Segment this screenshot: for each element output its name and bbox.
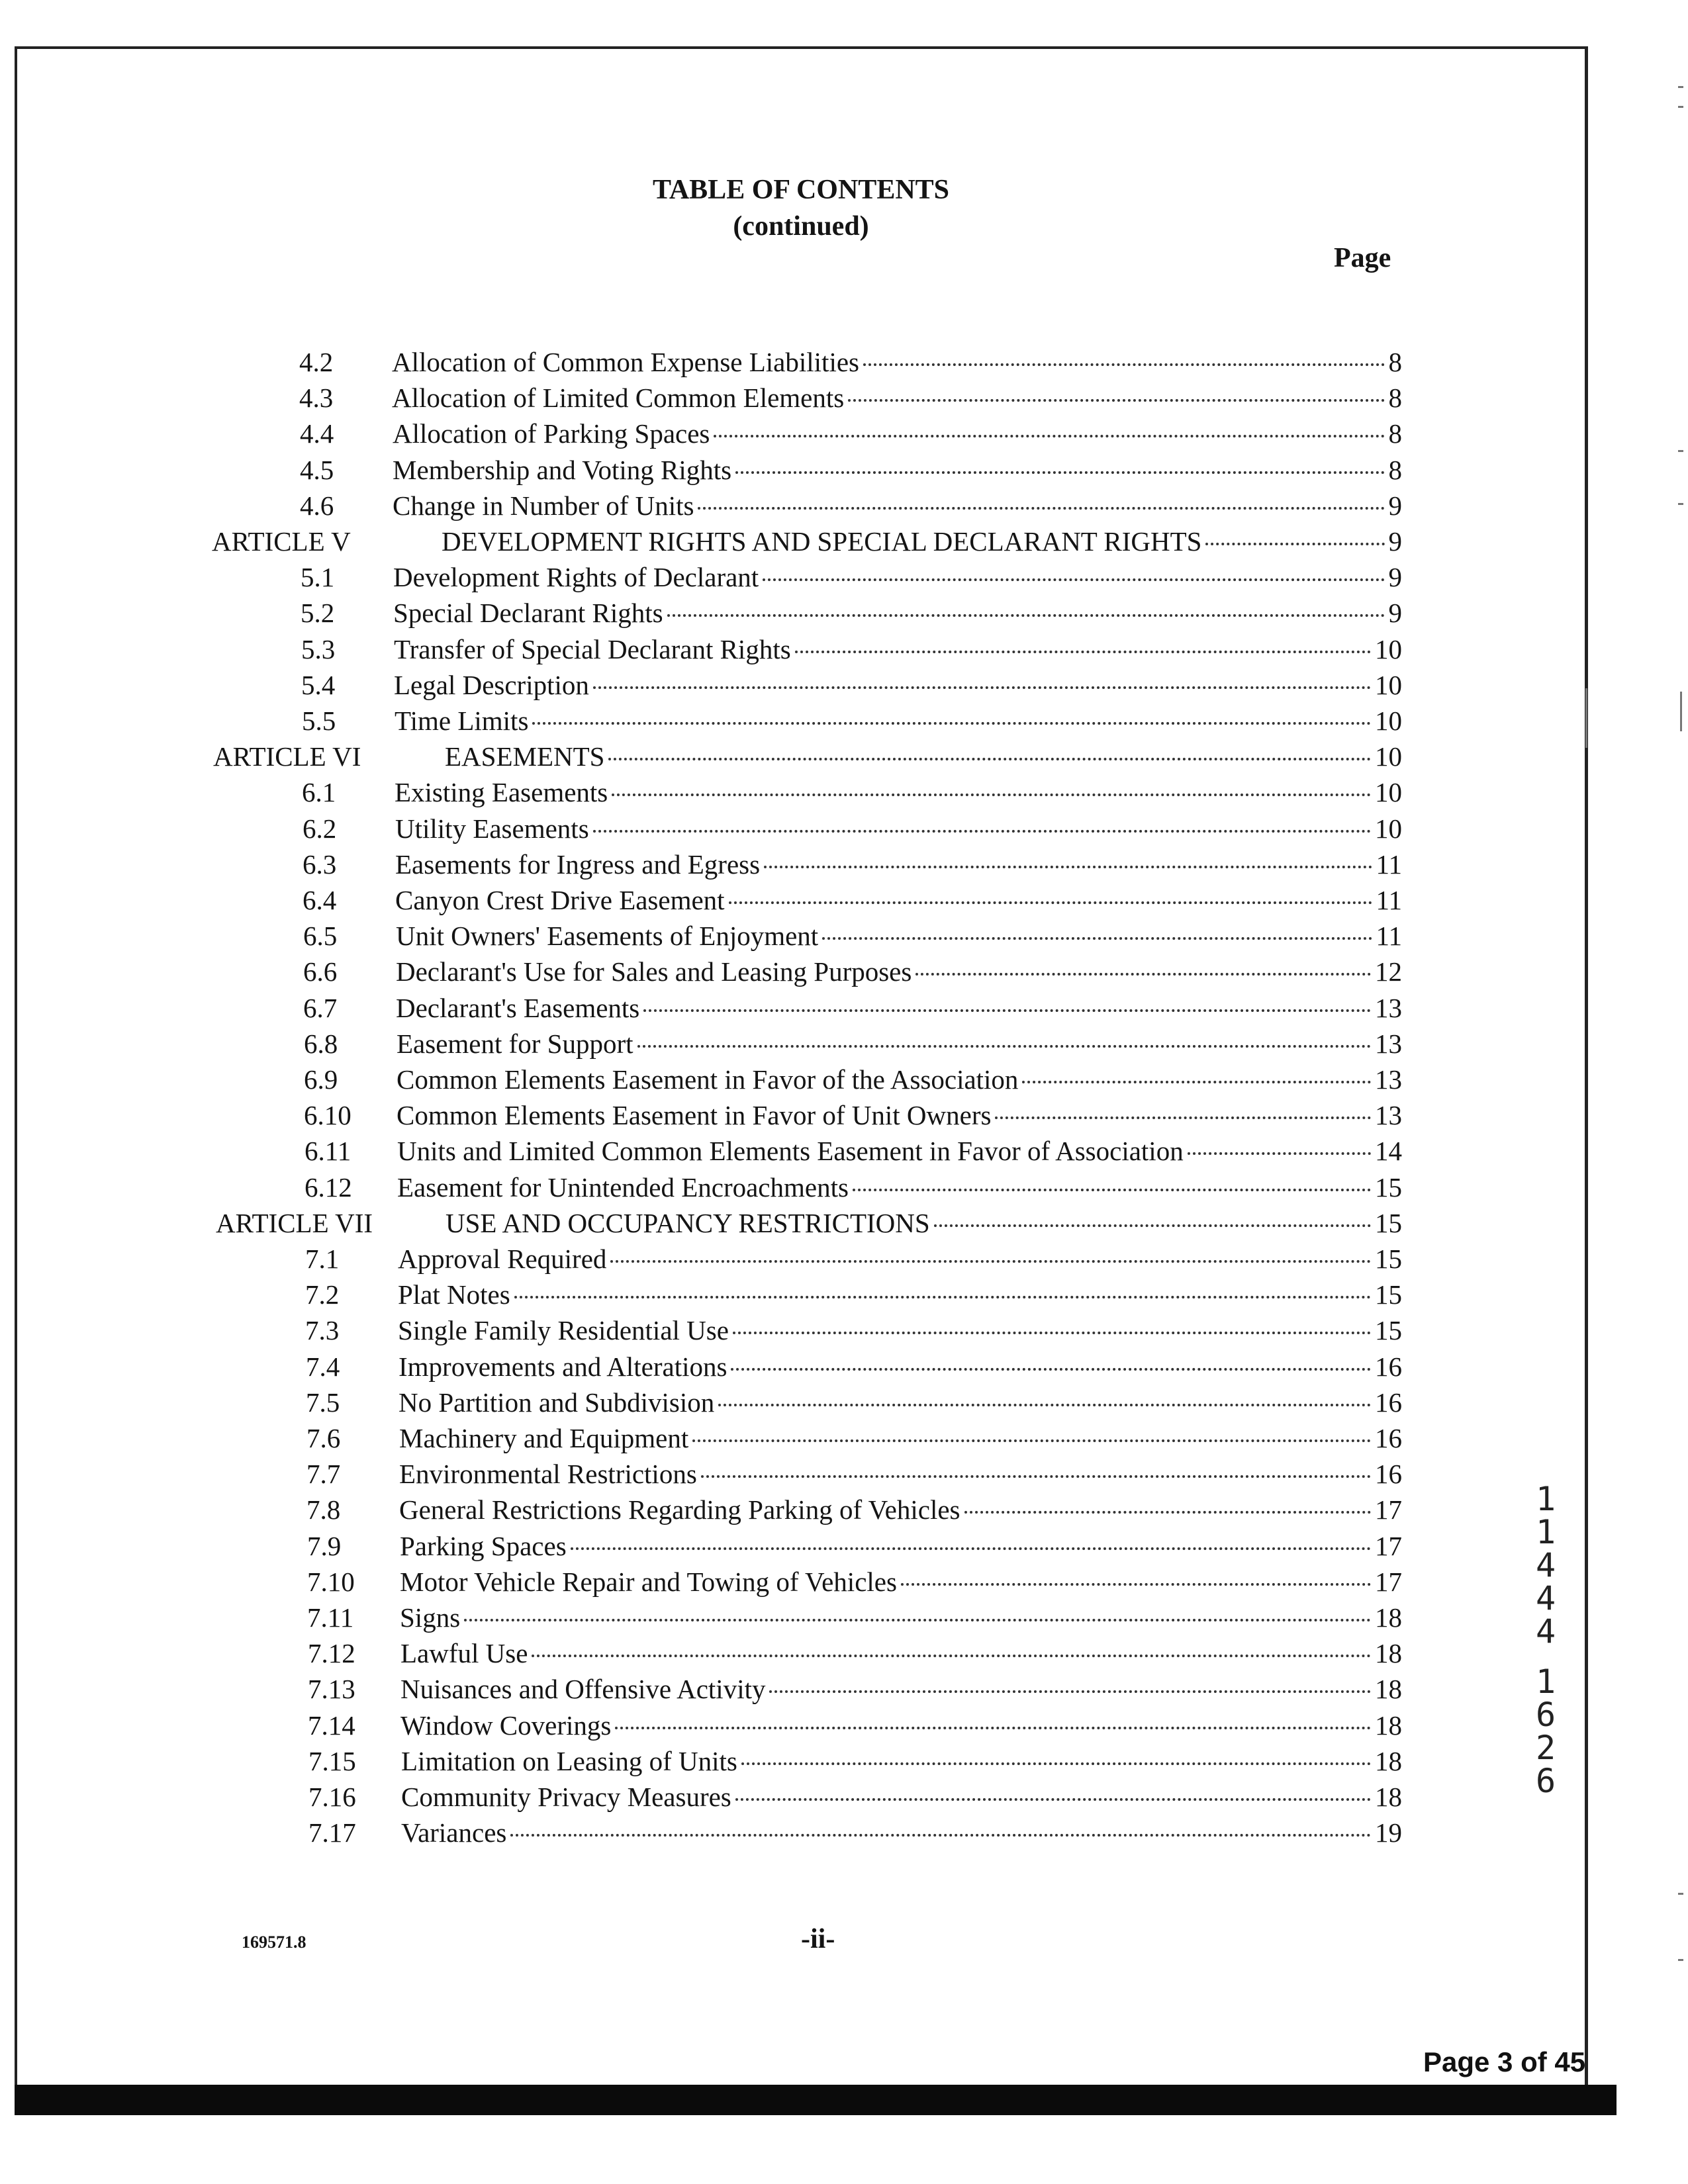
stamp-char: 4 xyxy=(1535,1612,1556,1651)
section-number: 7.4 xyxy=(306,1351,340,1382)
entry-title: Machinery and Equipment xyxy=(399,1423,689,1453)
entry-title: Declarant's Easements xyxy=(396,993,640,1023)
toc-entry xyxy=(400,1600,1402,1635)
entry-title: Canyon Crest Drive Easement xyxy=(395,885,725,915)
toc-section-row xyxy=(0,1062,1602,1097)
dot-leader xyxy=(735,471,1384,474)
toc-entry xyxy=(398,1241,1402,1277)
toc-section-row xyxy=(0,559,1602,595)
page-number: 15 xyxy=(1375,1172,1402,1203)
entry-title: Easement for Unintended Encroachments xyxy=(397,1172,849,1203)
toc-section-row xyxy=(0,488,1602,523)
margin-tick xyxy=(1678,106,1683,108)
toc-article-row xyxy=(0,523,1602,559)
dot-leader xyxy=(733,1332,1371,1334)
page-number: 15 xyxy=(1375,1244,1402,1274)
section-number: 7.5 xyxy=(306,1387,340,1418)
dot-leader xyxy=(1188,1152,1371,1155)
toc-title: TABLE OF CONTENTS xyxy=(652,175,950,205)
page-number: 18 xyxy=(1375,1782,1402,1812)
toc-section-row xyxy=(0,811,1602,846)
page-number: 17 xyxy=(1375,1567,1402,1597)
dot-leader xyxy=(822,937,1372,940)
section-number: 5.4 xyxy=(301,670,336,700)
dot-leader xyxy=(731,1368,1371,1371)
margin-tick xyxy=(1678,1959,1683,1961)
page-number-roman: -ii- xyxy=(801,1924,835,1954)
toc-entry xyxy=(396,990,1402,1026)
entry-title: Signs xyxy=(400,1602,461,1633)
page-number: 15 xyxy=(1375,1208,1402,1238)
stamp-char: 2 xyxy=(1535,1729,1556,1767)
toc-entry xyxy=(401,1743,1402,1779)
page-number: 18 xyxy=(1375,1674,1402,1704)
section-number: 7.6 xyxy=(306,1423,341,1453)
bottom-scan-bar xyxy=(15,2085,1617,2115)
page-number: 9 xyxy=(1388,526,1402,557)
entry-title: Lawful Use xyxy=(400,1638,528,1668)
toc-section-row xyxy=(0,990,1602,1026)
toc-section-row xyxy=(0,1133,1602,1169)
toc-entry xyxy=(398,1277,1402,1312)
toc-section-row xyxy=(0,1169,1602,1205)
toc-entry xyxy=(392,344,1402,380)
page-number: 15 xyxy=(1375,1279,1402,1310)
margin-tick xyxy=(1678,86,1683,88)
toc-section-row xyxy=(0,1026,1602,1062)
entry-title: Environmental Restrictions xyxy=(399,1459,697,1489)
page-number: 17 xyxy=(1375,1531,1402,1561)
page-counter: Page 3 of 45 xyxy=(1423,2046,1586,2077)
dot-leader xyxy=(698,507,1384,510)
toc-section-row xyxy=(0,703,1602,739)
entry-title: Approval Required xyxy=(398,1244,607,1274)
dot-leader xyxy=(764,866,1372,868)
page-number: 16 xyxy=(1375,1351,1402,1382)
toc-entry xyxy=(442,523,1402,559)
stamp-char: 1 xyxy=(1535,1480,1556,1518)
margin-tick xyxy=(1680,692,1682,731)
page-number: 16 xyxy=(1375,1423,1402,1453)
dot-leader xyxy=(848,399,1384,402)
toc-entry xyxy=(397,1026,1402,1062)
entry-title: Time Limits xyxy=(395,705,529,736)
toc-section-row xyxy=(0,1671,1602,1707)
entry-title: No Partition and Subdivision xyxy=(399,1387,715,1418)
entry-title: Transfer of Special Declarant Rights xyxy=(394,634,791,664)
section-number: 7.10 xyxy=(307,1567,355,1597)
dot-leader xyxy=(1205,543,1384,545)
page-number: 13 xyxy=(1375,993,1402,1023)
toc-section-row xyxy=(0,882,1602,918)
entry-title: Common Elements Easement in Favor of Unit Owners xyxy=(397,1100,992,1130)
dot-leader xyxy=(934,1224,1371,1227)
dot-leader xyxy=(714,435,1384,437)
margin-tick xyxy=(1678,450,1683,452)
toc-section-row xyxy=(0,1312,1602,1348)
dot-leader xyxy=(915,973,1371,976)
entry-title: Legal Description xyxy=(394,670,589,700)
toc-entry xyxy=(398,1312,1402,1348)
section-number: 4.5 xyxy=(300,455,334,485)
article-number: ARTICLE VII xyxy=(216,1208,373,1238)
page-number: 17 xyxy=(1375,1494,1402,1525)
section-number: 6.6 xyxy=(303,956,338,987)
toc-entry xyxy=(400,1707,1402,1743)
entry-title: Variances xyxy=(401,1817,507,1848)
toc-entry xyxy=(396,918,1402,954)
entry-title: Units and Limited Common Elements Easement in Favor of Association xyxy=(397,1136,1184,1166)
section-number: 6.3 xyxy=(303,849,337,880)
toc-section-row xyxy=(0,631,1602,667)
page-number: 10 xyxy=(1375,670,1402,700)
page-number: 13 xyxy=(1375,1100,1402,1130)
dot-leader xyxy=(863,363,1385,366)
toc-entry xyxy=(401,1815,1402,1850)
page-number: 8 xyxy=(1388,383,1402,413)
toc-section-row xyxy=(0,416,1602,451)
toc-section-row xyxy=(0,1528,1602,1564)
toc-entry xyxy=(395,774,1402,810)
page-number: 10 xyxy=(1375,777,1402,807)
entry-title: Membership and Voting Rights xyxy=(393,455,732,485)
toc-entry xyxy=(393,488,1402,523)
toc-entry xyxy=(393,416,1402,451)
toc-entry xyxy=(399,1420,1402,1456)
stamp-char: 1 xyxy=(1535,1513,1556,1551)
dot-leader xyxy=(532,722,1371,725)
entry-title: Change in Number of Units xyxy=(393,490,694,521)
section-number: 6.11 xyxy=(305,1136,352,1166)
page-number: 13 xyxy=(1375,1028,1402,1059)
stamp-char: 4 xyxy=(1535,1579,1556,1617)
entry-title: Plat Notes xyxy=(398,1279,510,1310)
entry-title: Nuisances and Offensive Activity xyxy=(400,1674,766,1704)
dot-leader xyxy=(510,1834,1371,1837)
toc-entry xyxy=(397,1133,1402,1169)
page-number: 9 xyxy=(1388,490,1402,521)
toc-entry xyxy=(393,559,1402,595)
page-number: 8 xyxy=(1388,347,1402,377)
section-number: 7.13 xyxy=(308,1674,355,1704)
page-column-heading: Page xyxy=(1334,243,1391,273)
page-number: 11 xyxy=(1376,921,1402,951)
entry-title: Single Family Residential Use xyxy=(398,1315,729,1345)
toc-entry xyxy=(395,811,1402,846)
page-number: 18 xyxy=(1375,1710,1402,1741)
toc-article-row xyxy=(0,1205,1602,1241)
dot-leader xyxy=(1022,1081,1371,1083)
margin-tick xyxy=(1678,503,1683,505)
dot-leader xyxy=(729,901,1372,904)
page-number: 16 xyxy=(1375,1387,1402,1418)
section-number: 7.7 xyxy=(306,1459,341,1489)
section-number: 5.2 xyxy=(301,598,335,628)
entry-title: Unit Owners' Easements of Enjoyment xyxy=(396,921,819,951)
page-number: 10 xyxy=(1375,741,1402,772)
page-number: 12 xyxy=(1375,956,1402,987)
entry-title: Window Coverings xyxy=(400,1710,612,1741)
section-number: 6.2 xyxy=(303,813,337,844)
toc-section-row xyxy=(0,667,1602,703)
section-number: 7.8 xyxy=(306,1494,341,1525)
toc-entry xyxy=(399,1492,1402,1527)
dot-leader xyxy=(692,1439,1371,1442)
toc-entry xyxy=(397,1062,1402,1097)
entry-title: Allocation of Limited Common Elements xyxy=(392,383,845,413)
toc-entry xyxy=(399,1456,1402,1492)
dot-leader xyxy=(995,1116,1371,1119)
page-number: 10 xyxy=(1375,813,1402,844)
toc-entry xyxy=(393,595,1402,631)
dot-leader xyxy=(610,1260,1371,1263)
page-number: 11 xyxy=(1376,849,1402,880)
section-number: 7.11 xyxy=(307,1602,354,1633)
section-number: 6.5 xyxy=(303,921,338,951)
section-number: 4.3 xyxy=(299,383,334,413)
entry-title: Allocation of Common Expense Liabilities xyxy=(392,347,859,377)
toc-section-row xyxy=(0,1349,1602,1385)
toc-subtitle: (continued) xyxy=(733,211,869,242)
dot-leader xyxy=(593,830,1371,833)
section-number: 7.17 xyxy=(308,1817,356,1848)
section-number: 7.12 xyxy=(308,1638,355,1668)
dot-leader xyxy=(769,1690,1371,1693)
toc-entry xyxy=(396,954,1402,989)
section-number: 7.1 xyxy=(305,1244,340,1274)
toc-section-row xyxy=(0,1815,1602,1850)
section-number: 4.6 xyxy=(300,490,334,521)
toc-entry xyxy=(395,846,1402,882)
dot-leader xyxy=(741,1762,1371,1765)
page-number: 9 xyxy=(1388,562,1402,592)
toc-section-row xyxy=(0,380,1602,416)
dot-leader xyxy=(735,1798,1371,1801)
toc-section-row xyxy=(0,846,1602,882)
section-number: 5.1 xyxy=(301,562,335,592)
margin-tick xyxy=(1678,1893,1683,1895)
toc-section-row xyxy=(0,1241,1602,1277)
dot-leader xyxy=(795,651,1371,653)
entry-title: Improvements and Alterations xyxy=(399,1351,727,1382)
toc-section-row xyxy=(0,1097,1602,1133)
toc-entry xyxy=(400,1564,1402,1600)
entry-title: Utility Easements xyxy=(395,813,589,844)
stamp-char: 6 xyxy=(1535,1696,1556,1734)
entry-title: Existing Easements xyxy=(395,777,608,807)
stamp-char: 4 xyxy=(1535,1546,1556,1584)
entry-title: USE AND OCCUPANCY RESTRICTIONS xyxy=(445,1208,930,1238)
page-number: 8 xyxy=(1388,418,1402,449)
section-number: 7.16 xyxy=(308,1782,356,1812)
section-number: 7.2 xyxy=(305,1279,340,1310)
dot-leader xyxy=(901,1583,1371,1586)
entry-title: DEVELOPMENT RIGHTS AND SPECIAL DECLARANT RIGHTS xyxy=(442,526,1202,557)
page-number: 18 xyxy=(1375,1602,1402,1633)
toc-entry xyxy=(401,1779,1402,1815)
section-number: 6.12 xyxy=(305,1172,352,1203)
toc-section-row xyxy=(0,1707,1602,1743)
entry-title: General Restrictions Regarding Parking of Vehicles xyxy=(399,1494,961,1525)
dot-leader xyxy=(532,1655,1371,1657)
toc-entry xyxy=(400,1528,1402,1564)
section-number: 7.14 xyxy=(308,1710,355,1741)
toc-section-row xyxy=(0,954,1602,989)
dot-leader xyxy=(615,1727,1371,1729)
section-number: 5.5 xyxy=(302,705,336,736)
stamp-char: 6 xyxy=(1535,1762,1556,1800)
section-number: 5.3 xyxy=(301,634,336,664)
toc-section-row xyxy=(0,1564,1602,1600)
entry-title: Special Declarant Rights xyxy=(393,598,663,628)
toc-entry xyxy=(393,452,1402,488)
dot-leader xyxy=(701,1475,1371,1478)
dot-leader xyxy=(718,1404,1371,1406)
page-number: 10 xyxy=(1375,705,1402,736)
toc-section-row xyxy=(0,918,1602,954)
entry-title: Motor Vehicle Repair and Towing of Vehicles xyxy=(400,1567,897,1597)
toc-entry xyxy=(394,667,1402,703)
section-number: 7.9 xyxy=(307,1531,342,1561)
entry-title: Allocation of Parking Spaces xyxy=(393,418,710,449)
entry-title: Parking Spaces xyxy=(400,1531,567,1561)
page-number: 9 xyxy=(1388,598,1402,628)
recording-stamp xyxy=(1529,1480,1562,1800)
toc-entry xyxy=(397,1169,1402,1205)
entry-title: Limitation on Leasing of Units xyxy=(401,1746,737,1776)
toc-section-row xyxy=(0,1492,1602,1527)
toc-section-row xyxy=(0,595,1602,631)
page-number: 10 xyxy=(1375,634,1402,664)
dot-leader xyxy=(571,1547,1371,1550)
section-number: 6.10 xyxy=(304,1100,352,1130)
toc-article-row xyxy=(0,739,1602,774)
entry-title: Easements for Ingress and Egress xyxy=(395,849,761,880)
dot-leader xyxy=(964,1511,1371,1514)
article-number: ARTICLE VI xyxy=(213,741,361,772)
stamp-char: 1 xyxy=(1535,1662,1556,1701)
article-number: ARTICLE V xyxy=(212,526,351,557)
toc-entry xyxy=(397,1097,1402,1133)
toc-entry xyxy=(399,1385,1402,1420)
toc-section-row xyxy=(0,774,1602,810)
toc-section-row xyxy=(0,1385,1602,1420)
section-number: 6.9 xyxy=(304,1064,338,1095)
toc-entry xyxy=(445,739,1402,774)
dot-leader xyxy=(593,686,1371,689)
document-number: 169571.8 xyxy=(242,1933,306,1952)
toc-section-row xyxy=(0,1277,1602,1312)
dot-leader xyxy=(643,1009,1371,1012)
dot-leader xyxy=(853,1189,1371,1191)
page-number: 18 xyxy=(1375,1638,1402,1668)
section-number: 4.4 xyxy=(300,418,334,449)
entry-title: Declarant's Use for Sales and Leasing Purposes xyxy=(396,956,912,987)
toc-section-row xyxy=(0,1456,1602,1492)
toc-entry xyxy=(400,1671,1402,1707)
toc-section-row xyxy=(0,452,1602,488)
toc-section-row xyxy=(0,1779,1602,1815)
page-number: 11 xyxy=(1376,885,1402,915)
dot-leader xyxy=(612,794,1371,796)
entry-title: Development Rights of Declarant xyxy=(393,562,759,592)
page-number: 15 xyxy=(1375,1315,1402,1345)
section-number: 4.2 xyxy=(299,347,334,377)
section-number: 6.1 xyxy=(302,777,336,807)
page-number: 19 xyxy=(1375,1817,1402,1848)
page-number: 18 xyxy=(1375,1746,1402,1776)
section-number: 6.4 xyxy=(303,885,337,915)
page-number: 16 xyxy=(1375,1459,1402,1489)
toc-entry xyxy=(445,1205,1402,1241)
section-number: 6.8 xyxy=(304,1028,338,1059)
toc-entry xyxy=(392,380,1402,416)
dot-leader xyxy=(464,1619,1371,1621)
toc-section-row xyxy=(0,344,1602,380)
dot-leader xyxy=(514,1296,1371,1298)
toc-entry xyxy=(394,631,1402,667)
margin-tick xyxy=(1585,688,1587,748)
dot-leader xyxy=(608,758,1371,760)
dot-leader xyxy=(667,614,1385,617)
dot-leader xyxy=(637,1045,1371,1048)
entry-title: Common Elements Easement in Favor of the Association xyxy=(397,1064,1019,1095)
section-number: 7.3 xyxy=(305,1315,340,1345)
section-number: 6.7 xyxy=(303,993,338,1023)
dot-leader xyxy=(763,578,1384,581)
toc-section-row xyxy=(0,1420,1602,1456)
toc-entry xyxy=(395,703,1402,739)
page-number: 8 xyxy=(1388,455,1402,485)
toc-entry xyxy=(395,882,1402,918)
toc-section-row xyxy=(0,1635,1602,1671)
section-number: 7.15 xyxy=(308,1746,356,1776)
toc-entry xyxy=(400,1635,1402,1671)
toc-section-row xyxy=(0,1743,1602,1779)
page-number: 13 xyxy=(1375,1064,1402,1095)
page-number: 14 xyxy=(1375,1136,1402,1166)
entry-title: Community Privacy Measures xyxy=(401,1782,731,1812)
toc-section-row xyxy=(0,1600,1602,1635)
entry-title: EASEMENTS xyxy=(445,741,605,772)
entry-title: Easement for Support xyxy=(397,1028,633,1059)
toc-entry xyxy=(399,1349,1402,1385)
